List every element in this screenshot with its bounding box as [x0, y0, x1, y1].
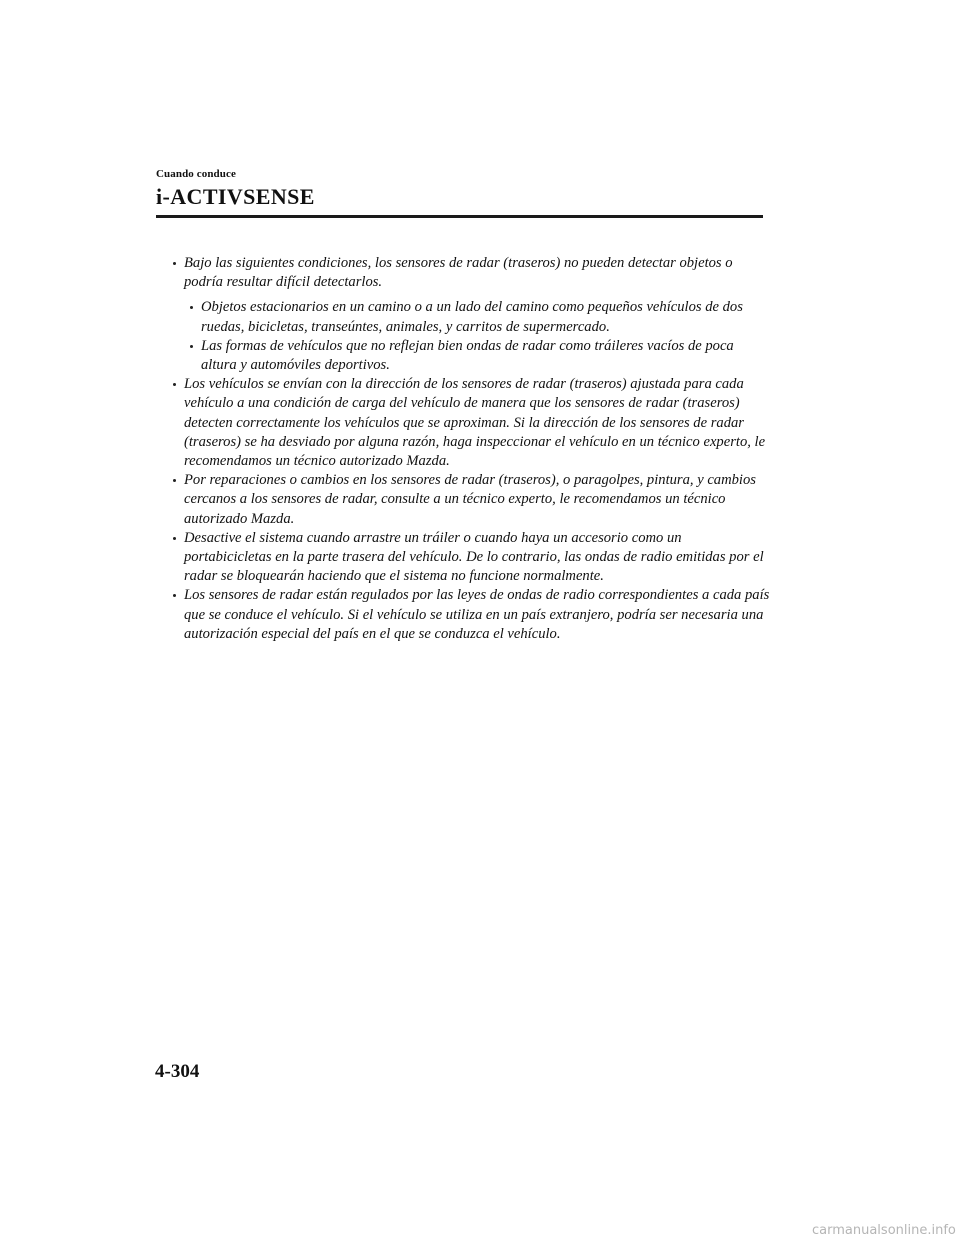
bullet-item	[170, 254, 770, 292]
bullet-text: Desactive el sistema cuando arrastre un tráiler o cuando haya un accesorio como un portabicicletas en la parte trasera del vehículo. De lo contrario, las ondas de radio emitidas por el radar se bloquearán haciendo que el sistema no funcione normalmente.	[184, 529, 764, 585]
bullet-dot-icon	[190, 345, 193, 348]
bullet-dot-icon	[173, 479, 176, 482]
bullet-text: Bajo las siguientes condiciones, los sensores de radar (traseros) no pueden detectar objetos o podría resultar difícil detectarlos.	[184, 255, 733, 291]
bullet-text: Los vehículos se envían con la dirección de los sensores de radar (traseros) ajustada para cada vehículo a una condición de carga del vehículo de manera que los sensores de radar (traseros) detecten correctamente los vehículos que se aproximan. Si la dirección de los sensores de radar (traseros) se ha desviado por alguna razón, haga inspeccionar el vehículo en un técnico experto, le recomendamos un técnico autorizado Mazda.	[184, 376, 766, 470]
bullet-item	[170, 529, 770, 587]
content-body	[170, 254, 770, 644]
bullet-text: Objetos estacionarios en un camino o a un lado del camino como pequeños vehículos de dos ruedas, bicicletas, transeúntes, animales, y carritos de supermercado.	[201, 299, 743, 335]
watermark: carmanualsonline.info	[812, 1223, 956, 1238]
bullet-dot-icon	[173, 262, 176, 265]
sub-bullet-item	[187, 298, 770, 336]
chapter-title: i-ACTIVSENSE	[156, 184, 315, 209]
title-rule	[156, 215, 763, 218]
page-number: 4-304	[155, 1061, 200, 1082]
bullet-item	[170, 375, 770, 471]
bullet-dot-icon	[190, 306, 193, 309]
bullet-item	[170, 586, 770, 644]
bullet-dot-icon	[173, 383, 176, 386]
bullet-dot-icon	[173, 537, 176, 540]
bullet-text: Por reparaciones o cambios en los sensores de radar (traseros), o paragolpes, pintura, y cambios cercanos a los sensores de radar, consulte a un técnico experto, le recomendamos un técnico autorizado Mazda.	[184, 472, 756, 527]
bullet-item	[170, 471, 770, 529]
section-label: Cuando conduce	[156, 168, 236, 180]
sub-bullet-item	[187, 337, 770, 375]
bullet-dot-icon	[173, 594, 176, 597]
bullet-text: Los sensores de radar están regulados por las leyes de ondas de radio correspondientes a cada país que se conduce el vehículo. Si el vehículo se utiliza en un país extranjero, podría ser necesaria una autorización especial del país en el que se conduzca el vehículo.	[184, 587, 770, 642]
bullet-text: Las formas de vehículos que no reflejan bien ondas de radar como tráileres vacíos de poca altura y automóviles deportivos.	[201, 337, 734, 374]
